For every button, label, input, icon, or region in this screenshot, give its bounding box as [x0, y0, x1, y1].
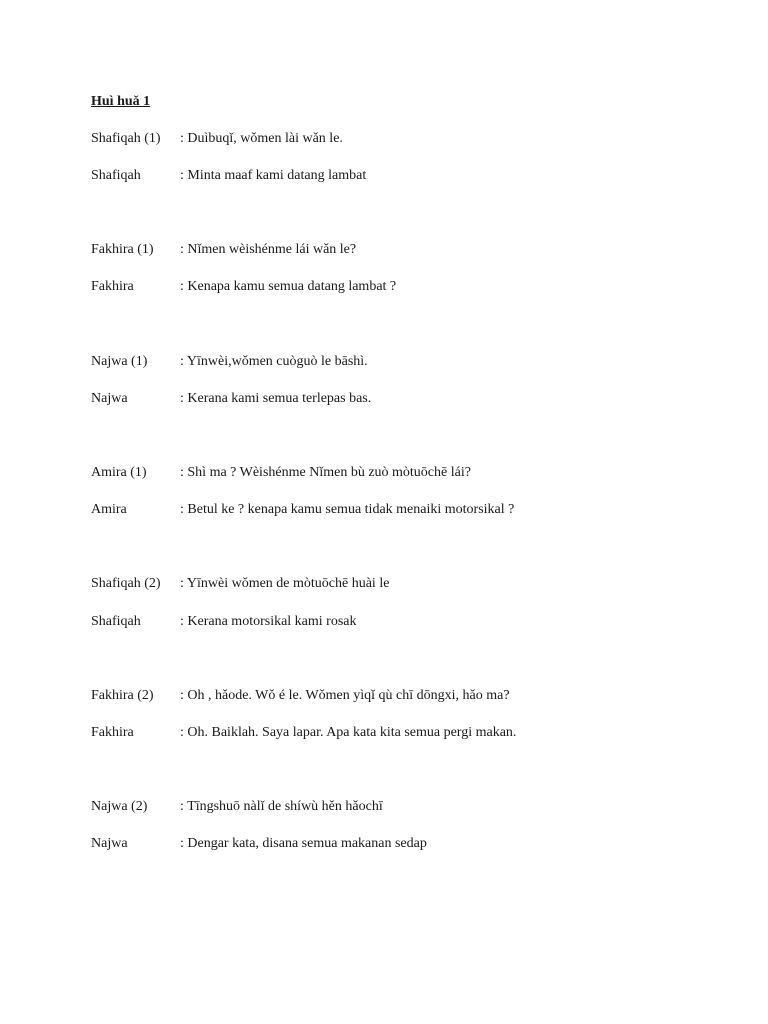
utterance-text: : Oh. Baiklah. Saya lapar. Apa kata kita semua pergi makan.	[180, 725, 517, 740]
dialogue-line	[91, 614, 711, 634]
dialogue-line	[91, 242, 711, 262]
utterance-text: : Duìbuqǐ, wǒmen lài wǎn le.	[180, 131, 343, 146]
utterance-text: : Yīnwèi,wǒmen cuòguò le bāshì.	[180, 354, 368, 369]
speaker-name: Amira	[91, 502, 127, 517]
utterance-text: : Yīnwèi wǒmen de mòtuōchē huài le	[180, 576, 390, 591]
utterance-text: : Dengar kata, disana semua makanan sedap	[180, 836, 427, 851]
speaker-name: Shafiqah	[91, 614, 141, 629]
dialogue-line	[91, 131, 711, 151]
utterance-text: : Oh , hǎode. Wǒ é le. Wǒmen yìqǐ qù chī dōngxi, hǎo ma?	[180, 688, 510, 703]
speaker-name: Shafiqah (1)	[91, 131, 161, 146]
dialogue-line	[91, 465, 711, 485]
speaker-name: Najwa	[91, 836, 128, 851]
utterance-text: : Kenapa kamu semua datang lambat ?	[180, 279, 397, 294]
dialogue-title: Huì huǎ 1	[91, 94, 151, 109]
speaker-name: Fakhira	[91, 279, 134, 294]
dialogue-line	[91, 576, 711, 596]
dialogue-line	[91, 391, 711, 411]
speaker-name: Najwa	[91, 391, 128, 406]
dialogue-line	[91, 799, 711, 819]
speaker-name: Amira (1)	[91, 465, 147, 480]
speaker-name: Fakhira (1)	[91, 242, 154, 257]
utterance-text: : Minta maaf kami datang lambat	[180, 168, 367, 183]
utterance-text: : Tīngshuō nàlǐ de shíwù hěn hǎochī	[180, 799, 383, 814]
speaker-name: Najwa (2)	[91, 799, 148, 814]
dialogue-line	[91, 836, 711, 856]
speaker-name: Fakhira (2)	[91, 688, 154, 703]
speaker-name: Fakhira	[91, 725, 134, 740]
dialogue-line	[91, 688, 711, 708]
utterance-text: : Betul ke ? kenapa kamu semua tidak menaiki motorsikal ?	[180, 502, 515, 517]
dialogue-line	[91, 502, 711, 522]
utterance-text: : Shì ma ? Wèishénme Nǐmen bù zuò mòtuōchē lái?	[180, 465, 471, 480]
speaker-name: Shafiqah (2)	[91, 576, 161, 591]
utterance-text: : Kerana kami semua terlepas bas.	[180, 391, 372, 406]
utterance-text: : Nǐmen wèishénme lái wǎn le?	[180, 242, 357, 257]
dialogue-line	[91, 725, 711, 745]
speaker-name: Shafiqah	[91, 168, 141, 183]
dialogue-line	[91, 168, 711, 188]
dialogue-line	[91, 354, 711, 374]
speaker-name: Najwa (1)	[91, 354, 148, 369]
utterance-text: : Kerana motorsikal kami rosak	[180, 614, 357, 629]
dialogue-line	[91, 279, 711, 299]
